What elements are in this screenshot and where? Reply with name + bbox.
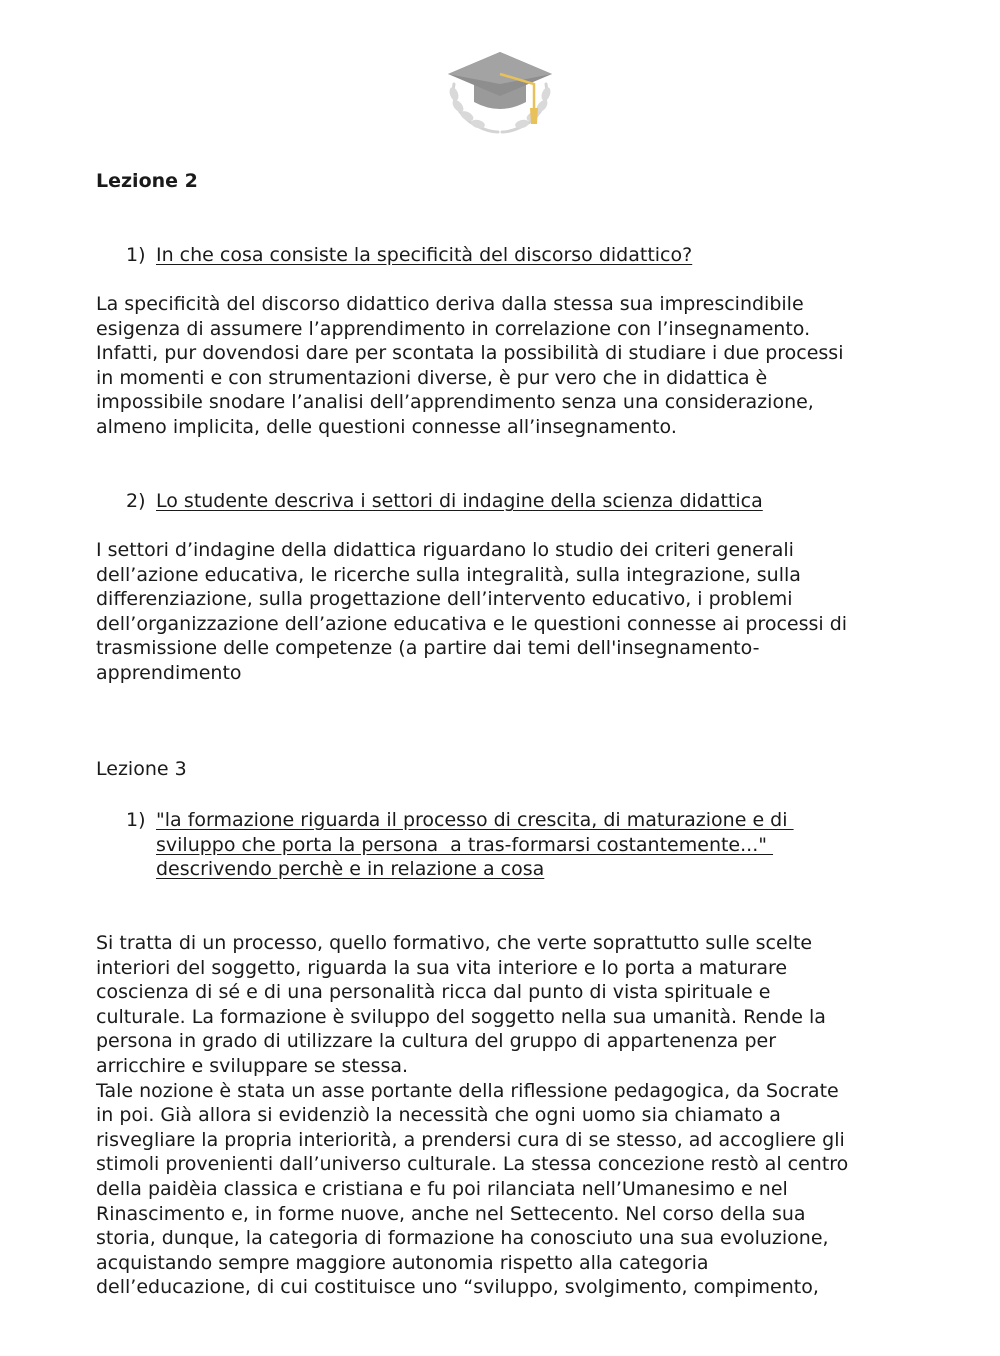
logo <box>440 44 560 140</box>
question-text: In che cosa consiste la specificità del discorso didattico? <box>156 244 693 266</box>
question-number: 1) <box>126 244 146 266</box>
question-text: "la formazione riguarda il processo di crescita, di maturazione e di sviluppo che porta la persona a tras-formarsi costantemente..." descrivendo perchè e in relazione a cosa <box>156 809 788 881</box>
answer-2-2: I settori d’indagine della didattica riguardano lo studio dei criteri generali dell’azione educativa, le ricerche sulla integralità, sulla integrazione, sulla differenziazione, sulla progettazione dell’intervento educativo, i problemi dell’organizzazione dell’azione educativa e le questioni connesse ai processi di trasmissione delle competenze (a partire dai temi dell'insegnamento- apprendimento <box>96 539 848 684</box>
graduation-cap-icon <box>440 44 560 140</box>
question-2-1 <box>126 243 692 268</box>
question-number: 2) <box>126 490 146 512</box>
question-text: Lo studente descriva i settori di indagine della scienza didattica <box>156 490 763 512</box>
question-2-2 <box>126 489 763 514</box>
lesson-2-title: Lezione 2 <box>96 170 198 192</box>
question-3-1 <box>126 808 794 882</box>
question-number: 1) <box>126 809 146 831</box>
answer-3-1: Si tratta di un processo, quello formativo, che verte soprattutto sulle scelte interiori del soggetto, riguarda la sua vita interiore e lo porta a maturare coscienza di sé e di una personalità ricca dal punto di vista spirituale e culturale. La formazione è sviluppo del soggetto nella sua umanità. Rende la persona in grado di utilizzare la cultura del gruppo di appartenenza per arricchire e sviluppare se stessa. Tale nozione è stata un asse portante della riflessione pedagogica, da Socrate in poi. Già allora si evidenziò la necessità che ogni uomo sia chiamato a risvegliare la propria interiorità, a prendersi cura di se stesso, ad accogliere gli stimoli provenienti dall’universo culturale. La stessa concezione restò al centro della paidèia classica e cristiana e fu poi rilanciata nell’Umanesimo e nel Rinascimento e, in forme nuove, anche nel Settecento. Nel corso della sua storia, dunque, la categoria di formazione ha conosciuto una sua evoluzione, acquistando sempre maggiore autonomia rispetto alla categoria dell’educazione, di cui costituisce uno “sviluppo, svolgimento, compimento, <box>96 932 849 1299</box>
answer-2-1: La specificità del discorso didattico deriva dalla stessa sua imprescindibile esigenza di assumere l’apprendimento in correlazione con l’insegnamento. Infatti, pur dovendosi dare per scontata la possibilità di studiare i due processi in momenti e con strumentazioni diverse, è pur vero che in didattica è impossibile snodare l’analisi dell’apprendimento senza una considerazione, almeno implicita, delle questioni connesse all’insegnamento. <box>96 293 844 438</box>
lesson-3-title: Lezione 3 <box>96 758 187 780</box>
